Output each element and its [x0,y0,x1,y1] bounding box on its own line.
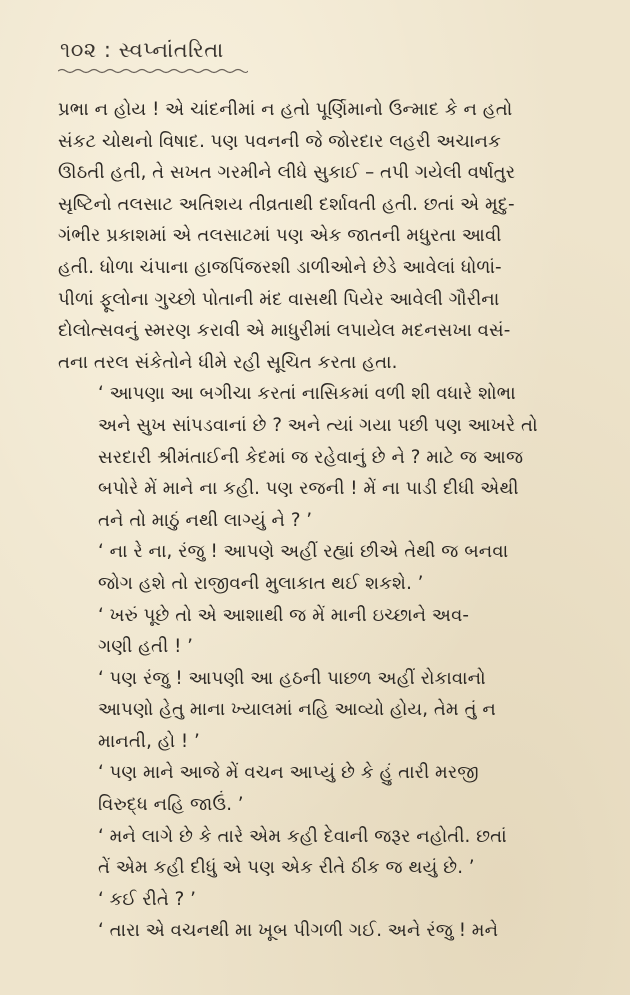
text-line: જોગ હશે તો રાજીવની મુલાકાત થઈ શકશે. ’ [98,572,424,594]
text-line: વિરુદ્ધ નહિ જાઉં. ’ [98,794,244,816]
text-line: સૃષ્ટિનો તલસાટ અતિશય તીવ્રતાથી દર્શાવતી હતી. છતાં એ મૃદુ- [58,193,515,215]
text-line: સરદારી શ્રીમંતાઈની કેદમાં જ રહેવાનું છે ને ? માટે જ આજ [98,446,524,468]
header-wavy-rule [58,68,248,74]
paragraph [58,536,578,599]
running-head: ૧૦૨ : સ્વપ્નાંતરિતા [60,38,224,62]
text-line: સંકટ ચોથનો વિષાદ. પણ પવનની જે જોરદાર લહરી અચાનક [58,130,501,152]
text-line: પ્રભા ન હોય ! એ ચાંદનીમાં ન હતો પૂર્ણિમાનો ઉન્માદ કે ન હતો [58,99,513,120]
paragraph [58,884,578,916]
paragraph [58,600,578,663]
text-line: પીળાં ફૂલોના ગુચ્છો પોતાની મંદ વાસથી પિયેર આવેલી ગૌરીના [58,288,500,310]
text-line: ગણી હતી ! ’ [98,636,193,658]
paragraph [58,94,578,378]
text-line: ‘ કઈ રીતે ? ’ [98,888,196,910]
body-text [58,94,578,947]
text-line: બપોરે મેં માને ના કહી. પણ રજની ! મેં ના પાડી દીધી એથી [98,478,519,500]
text-line: માનતી, હો ! ’ [98,730,200,752]
text-line: ‘ ખરું પૂછે તો એ આશાથી જ મેં માની ઇચ્છાને અવ- [98,604,469,626]
paragraph [58,757,578,820]
text-line: ગંભીર પ્રકાશમાં એ તલસાટમાં પણ એક જાતની મધુરતા આવી [58,225,502,247]
text-line: ‘ મને લાગે છે કે તારે એમ કહી દેવાની જરૂર નહોતી. છતાં [98,825,507,847]
text-line: તેં એમ કહી દીધું એ પણ એક રીતે ઠીક જ થયું છે. ’ [98,857,475,879]
text-line: ‘ આપણા આ બગીચા કરતાં નાસિકમાં વળી શી વધારે શોભા [98,383,516,405]
paragraph [58,915,578,947]
text-line: તને તો માઠું નથી લાગ્યું ને ? ’ [98,509,313,531]
text-line: અને સુખ સાંપડવાનાં છે ? અને ત્યાં ગયા પછી પણ આખરે તો [98,414,538,436]
text-line: તના તરલ સંકેતોને ધીમે રહી સૂચિત કરતા હતા. [58,351,398,373]
text-line: હતી. ધોળા ચંપાના હાજપિંજરશી ડાળીઓને છેડે આવેલાં ધોળાં- [58,256,502,278]
text-line: ‘ તારા એ વચનથી મા ખૂબ પીગળી ગઈ. અને રંજુ ! મને [98,920,499,942]
paragraph [58,663,578,758]
text-line: આપણો હેતુ માના ખ્યાલમાં નહિ આવ્યો હોય, તેમ તું ન [98,699,496,721]
text-line: ઊઠતી હતી, તે સખત ગરમીને લીધે સુકાઈ – તપી ગયેલી વર્ષાતુર [58,162,516,184]
paragraph [58,821,578,884]
text-line: દોલોત્સવનું સ્મરણ કરાવી એ માધુરીમાં લપાયેલ મદનસખા વસં- [58,320,511,342]
text-line: ‘ ના રે ના, રંજુ ! આપણે અહીં રહ્યાં છીએ તેથી જ બનવા [98,541,509,563]
paragraph [58,378,578,536]
text-line: ‘ પણ માને આજે મેં વચન આપ્યું છે કે હું તારી મરજી [98,762,479,784]
text-line: ‘ પણ રંજુ ! આપણી આ હઠની પાછળ અહીં રોકાવાનો [98,667,486,689]
